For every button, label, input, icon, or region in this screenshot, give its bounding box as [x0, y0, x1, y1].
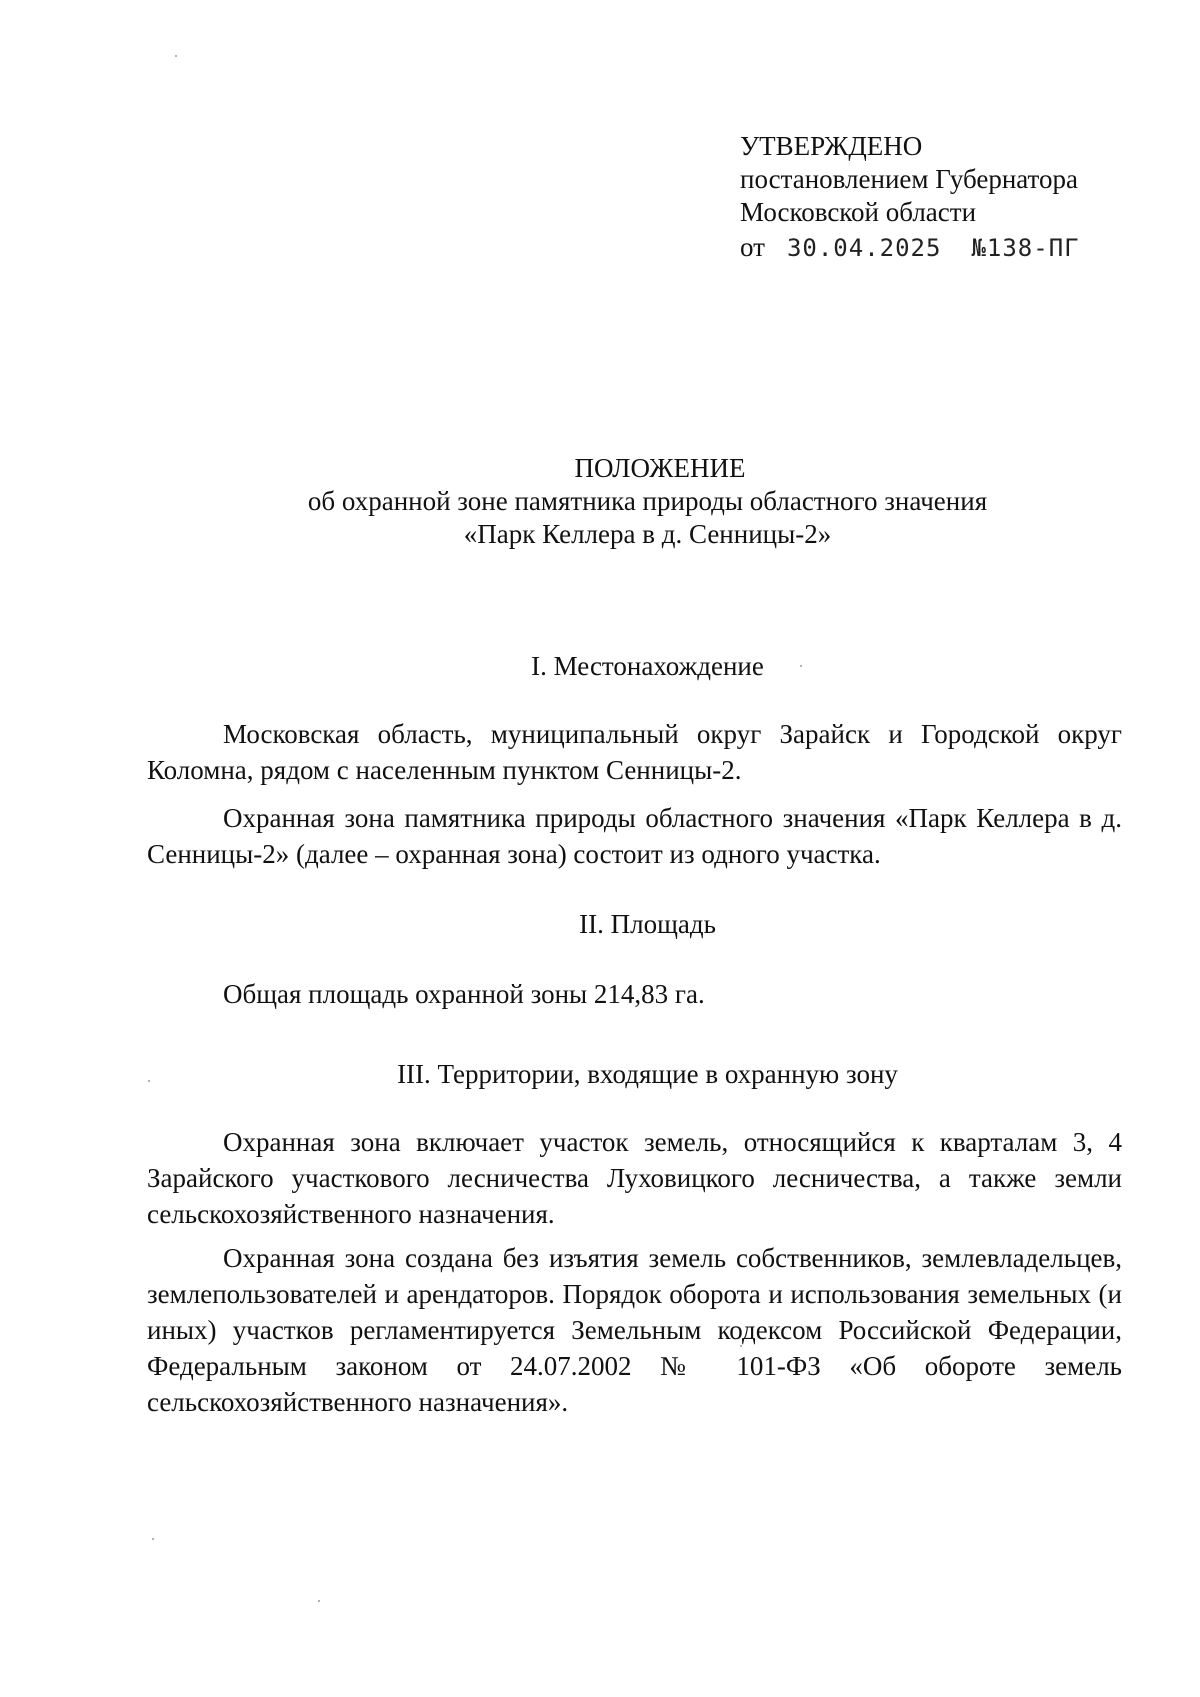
scan-speck: [152, 1538, 154, 1540]
document-title: [0, 452, 1200, 551]
approval-number: №138-ПГ: [971, 234, 1080, 262]
scan-speck: [318, 1600, 320, 1602]
scan-speck: [148, 1080, 150, 1082]
location-paragraph-1: Московская область, муниципальный округ Зарайск и Городской округ Коломна, рядом с населенным пунктом Сенницы-2.: [147, 719, 1122, 785]
section-heading-territories: III. Территории, входящие в охранную зону: [397, 1059, 898, 1089]
area-paragraph-1: Общая площадь охранной зоны 214,83 га.: [223, 979, 705, 1009]
title-subtitle: об охранной зоне памятника природы областного значения: [307, 486, 988, 516]
location-paragraph-2: Охранная зона памятника природы областного значения «Парк Келлера в д. Сенницы-2» (далее – охранная зона) состоит из одного участка.: [147, 803, 1122, 869]
approval-date: 30.04.2025: [786, 234, 942, 262]
approval-issuer: постановлением Губернатора: [740, 164, 1078, 194]
scan-speck: [740, 1345, 742, 1347]
approval-region: Московской области: [740, 197, 977, 227]
scan-speck: [175, 55, 177, 57]
title-main: ПОЛОЖЕНИЕ: [574, 453, 746, 483]
section-heading-location: I. Местонахождение: [531, 651, 764, 681]
section-heading-area: II. Площадь: [579, 909, 716, 939]
approval-date-line: [740, 231, 1080, 265]
approval-stamp: [740, 130, 1080, 265]
scan-speck: [800, 665, 802, 667]
approval-date-prefix: от: [740, 232, 765, 262]
territories-paragraph-2: Охранная зона создана без изъятия земель собственников, землевладельцев, землепользователей и арендаторов. Порядок оборота и использования земельных (и иных) участков регламентируется Земельным кодексом Российской Федерации, Федеральным законом от 24.07.2002 № 101-ФЗ «Об обороте земель сельскохозяйственного назначения».: [147, 1243, 1122, 1417]
territories-paragraph-1: Охранная зона включает участок земель, относящийся к кварталам 3, 4 Зарайского участкового лесничества Луховицкого лесничества, а также земли сельскохозяйственного назначения.: [147, 1127, 1122, 1229]
approval-title: УТВЕРЖДЕНО: [740, 131, 923, 161]
title-name: «Парк Келлера в д. Сенницы-2»: [463, 519, 832, 549]
